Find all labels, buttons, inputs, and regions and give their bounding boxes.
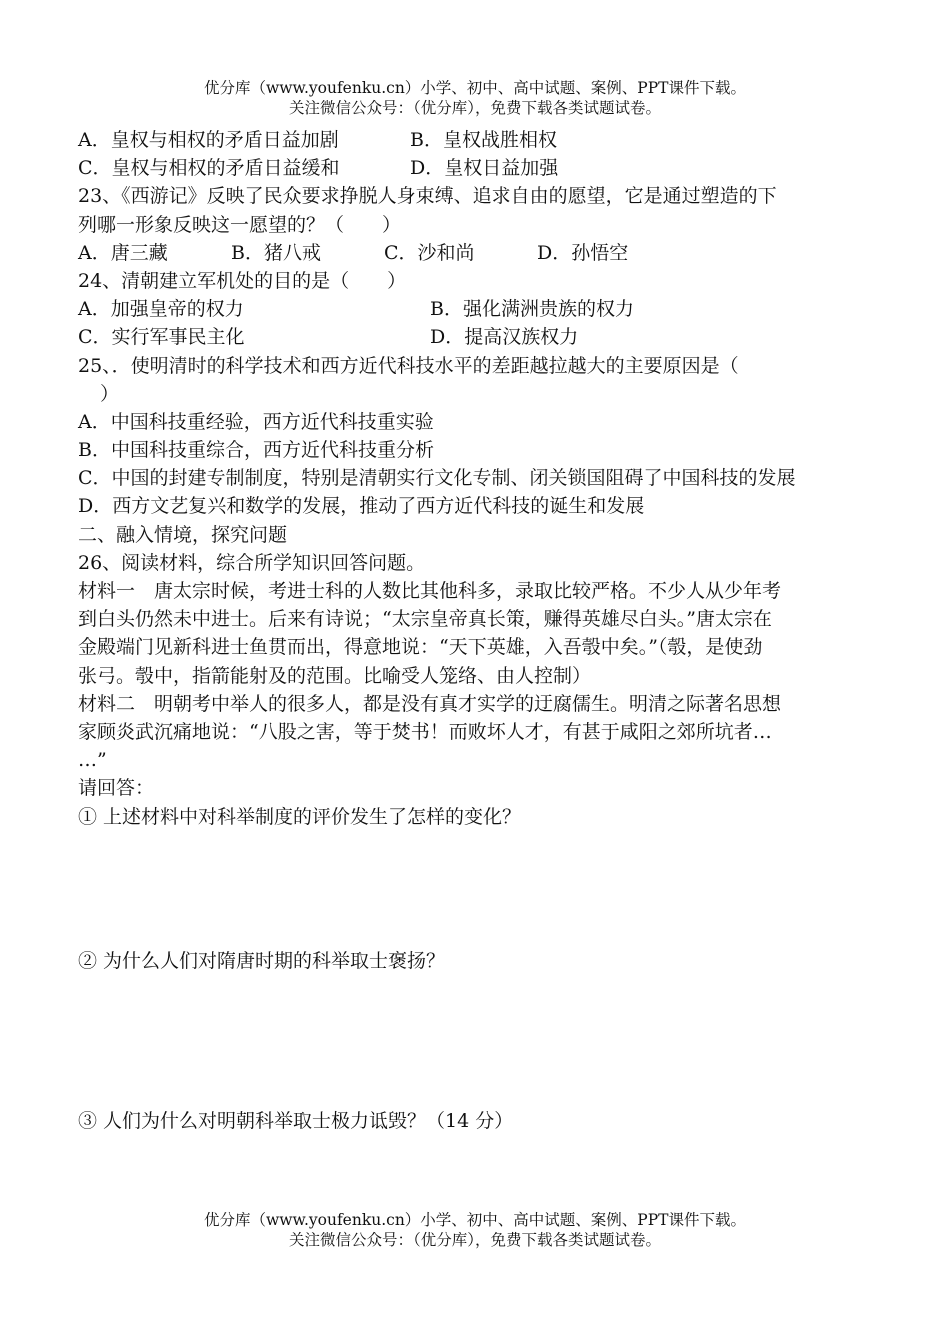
q22-option-d: D．皇权日益加强 [410, 157, 559, 180]
material-2-line: …” [78, 749, 107, 772]
q25-option-b: B．中国科技重综合，西方近代科技重分析 [78, 439, 434, 462]
q25-stem-line-2: ） [100, 382, 120, 405]
header-line-2: 关注微信公众号：（优分库），免费下载各类试题试卷。 [288, 99, 661, 117]
q23-option-d: D．孙悟空 [537, 241, 629, 264]
q22-option-c: C．皇权与相权的矛盾日益缓和 [78, 157, 340, 180]
q24-stem: 24、清朝建立军机处的目的是（ ） [78, 269, 407, 292]
material-2-line: 家顾炎武沉痛地说：“八股之害，等于焚书！而败坏人才，有甚于咸阳之郊所坑者… [78, 720, 772, 743]
page-footer [0, 1210, 950, 1250]
material-2-line: 材料二 明朝考中举人的很多人，都是没有真才实学的迂腐儒生。明清之际著名思想 [78, 692, 782, 715]
sub-question-2: ② 为什么人们对隋唐时期的科举取士褒扬？ [78, 949, 446, 972]
q23-option-b: B．猪八戒 [231, 241, 321, 264]
q22-option-a: A．皇权与相权的矛盾日益加剧 [78, 129, 339, 151]
material-1-line: 金殿端门见新科进士鱼贯而出，得意地说：“天下英雄，入吾彀中矣。”（彀，是使劲 [78, 636, 763, 659]
q24-option-c: C．实行军事民主化 [78, 326, 245, 349]
q25-stem-line-1: 25、．使明清时的科学技术和西方近代科技水平的差距越拉越大的主要原因是（ [78, 354, 739, 377]
material-1 [78, 577, 893, 690]
q24-options-row-1 [78, 295, 893, 323]
q25-option-a: A．中国科技重经验，西方近代科技重实验 [78, 410, 434, 433]
answer-space-1 [78, 831, 893, 947]
q23-stem-line-1: 23、《西游记》反映了民众要求挣脱人身束缚、追求自由的愿望，它是通过塑造的下 [78, 185, 777, 208]
q23-stem-line-2: 列哪一形象反映这一愿望的？（ ） [78, 213, 402, 236]
sub-question-1: ① 上述材料中对科举制度的评价发生了怎样的变化？ [78, 805, 522, 828]
q25-option-d: D．西方文艺复兴和数学的发展，推动了西方近代科技的诞生和发展 [78, 495, 645, 518]
q24-options-row-2 [78, 323, 893, 351]
answer-space-2 [78, 975, 893, 1107]
footer-line-1: 优分库（www.youfenku.cn）小学、初中、高中试题、案例、PPT课件下载。 [203, 1211, 747, 1229]
q23-options [78, 239, 893, 267]
sub-question-3: ③ 人们为什么对明朝科举取士极力诋毁？（14 分） [78, 1109, 514, 1132]
q26-stem: 26、阅读材料，综合所学知识回答问题。 [78, 551, 426, 574]
q25-option-c: C．中国的封建专制制度，特别是清朝实行文化专制、闭关锁国阻碍了中国科技的发展 [78, 467, 796, 490]
material-1-line: 张弓。彀中，指箭能射及的范围。比喻受人笼络、由人控制） [78, 664, 592, 687]
material-1-line: 到白头仍然未中进士。后来有诗说；“太宗皇帝真长策，赚得英雄尽白头。”唐太宗在 [78, 608, 772, 631]
exam-content [78, 126, 893, 1135]
q24-option-b: B．强化满洲贵族的权力 [430, 298, 634, 321]
q24-option-a: A．加强皇帝的权力 [78, 298, 244, 321]
material-2 [78, 690, 893, 775]
q22-options-row-1 [78, 126, 893, 154]
q22-option-b: B．皇权战胜相权 [410, 129, 557, 151]
answer-prompt: 请回答： [78, 777, 155, 800]
page-header [0, 78, 950, 118]
section-2-title: 二、融入情境，探究问题 [78, 523, 288, 546]
footer-line-2: 关注微信公众号：（优分库），免费下载各类试题试卷。 [288, 1231, 661, 1249]
q24-option-d: D．提高汉族权力 [430, 326, 579, 349]
q23-option-c: C．沙和尚 [384, 241, 475, 264]
q22-options-row-2 [78, 154, 893, 182]
header-line-1: 优分库（www.youfenku.cn）小学、初中、高中试题、案例、PPT课件下载。 [203, 79, 747, 97]
q23-option-a: A．唐三藏 [78, 241, 168, 264]
material-1-line: 材料一 唐太宗时候，考进士科的人数比其他科多，录取比较严格。不少人从少年考 [78, 580, 782, 602]
